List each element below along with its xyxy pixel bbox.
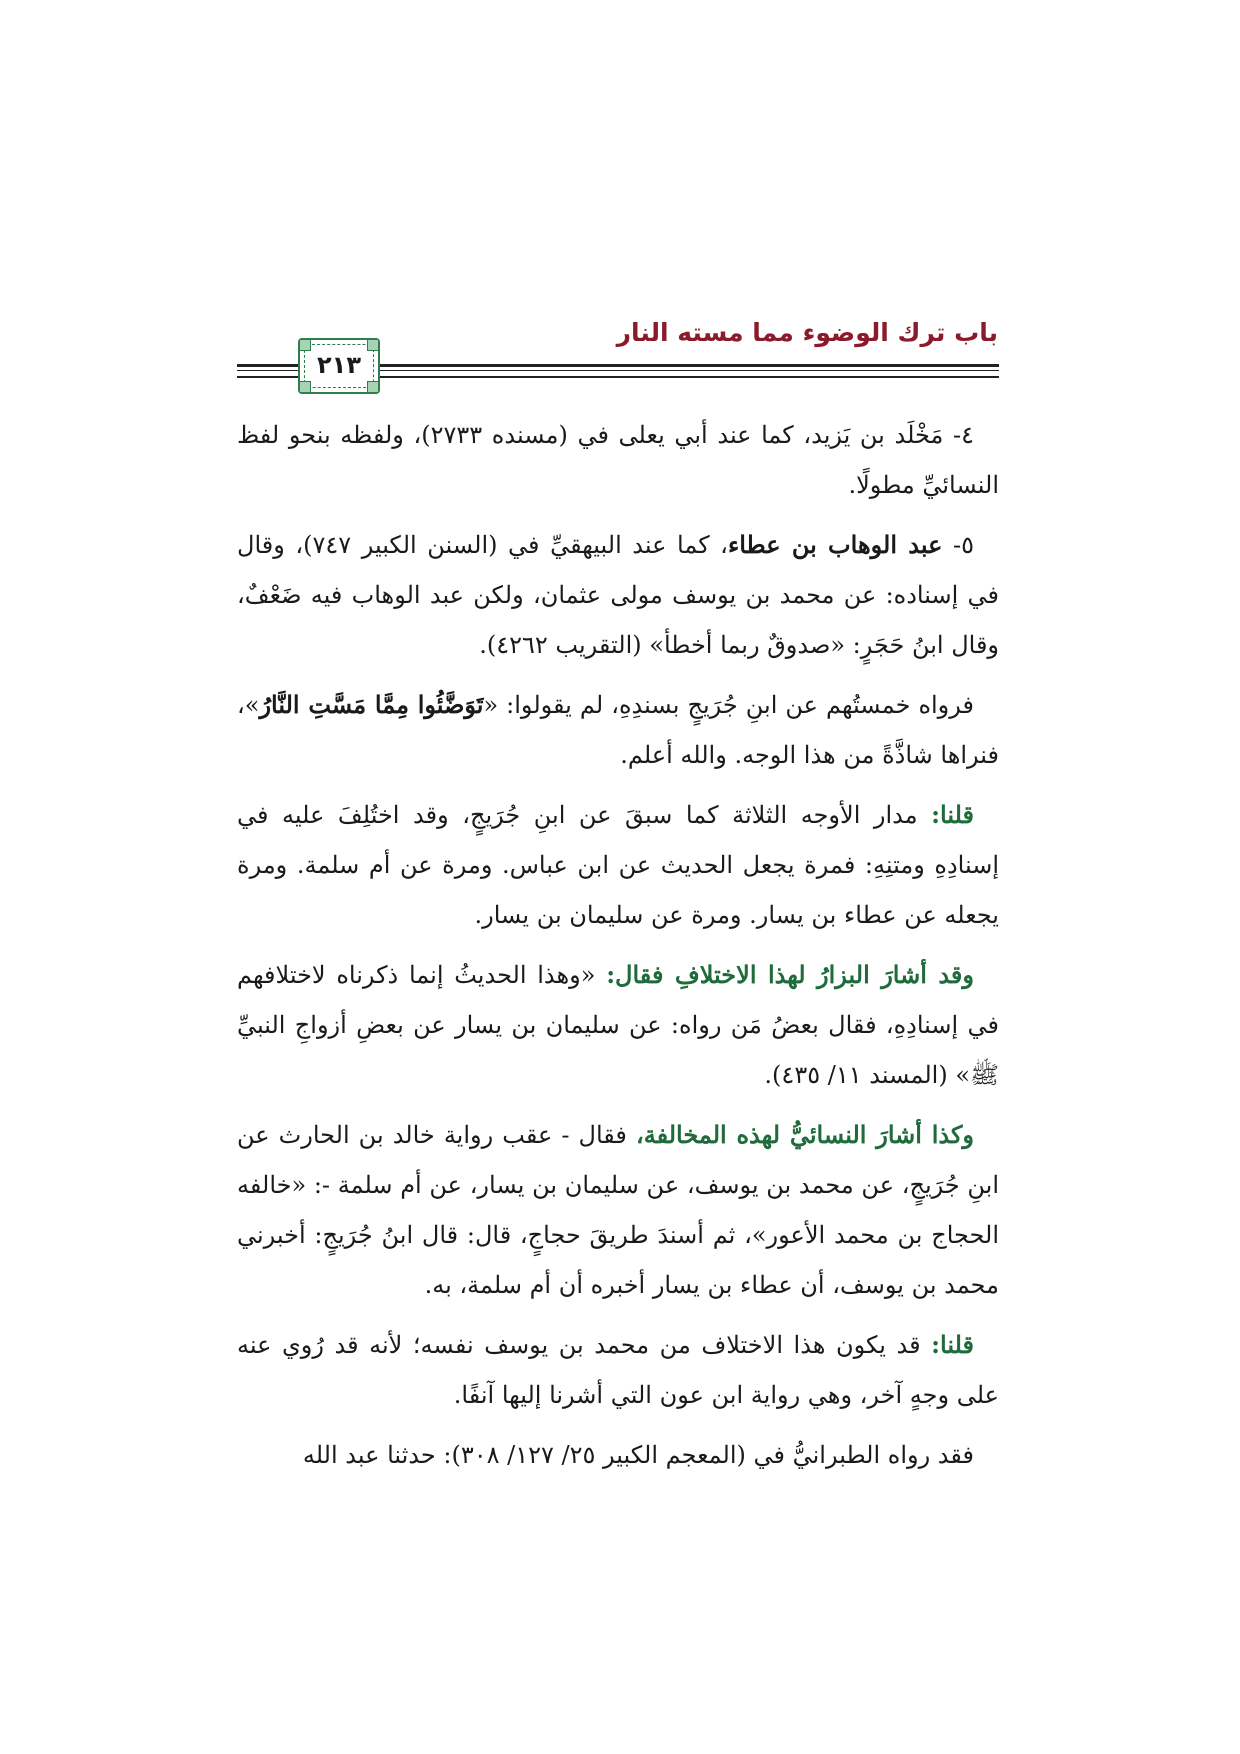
paragraph [237, 520, 999, 670]
hadith-quote: تَوَضَّئُوا مِمَّا مَسَّتِ النَّارُ [259, 690, 484, 719]
page-number: ٢١٣ [317, 351, 361, 379]
page-number-badge [298, 338, 380, 394]
ornament-corner-icon [367, 339, 379, 351]
paragraph [237, 790, 999, 940]
paragraph [237, 950, 999, 1100]
paragraph-text: «وهذا الحديثُ إنما ذكرناه لاختلافهم في إسنادِهِ، فقال بعضُ مَن رواه: عن سليمان بن يسار عن بعضِ أزواجِ النبيِّ ﷺ» (المسند ١١/ ٤٣٥). [237, 961, 999, 1089]
paragraph-text: قد يكون هذا الاختلاف من محمد بن يوسف نفسه؛ لأنه قد رُوي عنه على وجهٍ آخر، وهي رواية ابن عون التي أشرنا إليها آنفًا. [237, 1331, 999, 1409]
running-header-title: باب ترك الوضوء مما مسته النار [616, 318, 998, 347]
main-text [237, 410, 999, 1490]
paragraph-text: فقال - عقب رواية خالد بن الحارث عن ابنِ جُرَيجٍ، عن محمد بن يوسف، عن سليمان بن يسار، عن أم سلمة -: «خالفه الحجاج بن محمد الأعور»، ثم أسندَ طريقَ حجاجٍ، قال: قال ابنُ جُرَيجٍ: أخبرني محمد بن يوسف، أن عطاء بن يسار أخبره أن أم سلمة، به. [237, 1121, 999, 1299]
commentary-label: قلنا: [931, 1330, 975, 1359]
commentary-label: وقد أشارَ البزارُ لهذا الاختلافِ فقال: [606, 960, 974, 989]
paragraph [237, 1320, 999, 1420]
paragraph-text: فرواه خمستُهم عن ابنِ جُرَيجٍ بسندِهِ، لم يقولوا: « [483, 691, 974, 719]
paragraph [237, 410, 999, 510]
commentary-label: قلنا: [931, 800, 974, 829]
paragraph-text: ، كما عند البيهقيِّ في (السنن الكبير ٧٤٧)، وقال في إسناده: عن محمد بن يوسف مولى عثمان، ولكن عبد الوهاب فيه ضَعْفٌ، وقال ابنُ حَجَرٍ: «صدوقٌ ربما أخطأ» (التقريب ٤٢٦٢). [237, 531, 999, 659]
paragraph-text: »، فنراها شاذَّةً من هذا الوجه. والله أعلم. [237, 691, 999, 769]
ornament-corner-icon [367, 381, 379, 393]
ornament-corner-icon [299, 339, 311, 351]
list-number: ٥- [942, 531, 974, 559]
ornament-corner-icon [299, 381, 311, 393]
commentary-label: وكذا أشارَ النسائيُّ لهذه المخالفة، [635, 1120, 974, 1149]
paragraph [237, 1110, 999, 1310]
paragraph [237, 680, 999, 780]
paragraph-text: مدار الأوجه الثلاثة كما سبقَ عن ابنِ جُرَيجٍ، وقد اختُلِفَ عليه في إسنادِهِ ومتنِهِ: فمرة يجعل الحديث عن ابن عباس. ومرة عن أم سلمة. ومرة يجعله عن عطاء بن يسار. ومرة عن سليمان بن يسار. [237, 801, 999, 929]
narrator-name: عبد الوهاب بن عطاء [727, 530, 943, 559]
paragraph-text: فقد رواه الطبرانيُّ في (المعجم الكبير ٢٥/ ١٢٧/ ٣٠٨): حدثنا عبد الله [302, 1441, 974, 1469]
paragraph [237, 1430, 999, 1480]
paragraph-text: ٤- مَخْلَد بن يَزيد، كما عند أبي يعلى في (مسنده ٢٧٣٣)، ولفظه بنحو لفظ النسائيِّ مطولًا. [237, 421, 999, 499]
